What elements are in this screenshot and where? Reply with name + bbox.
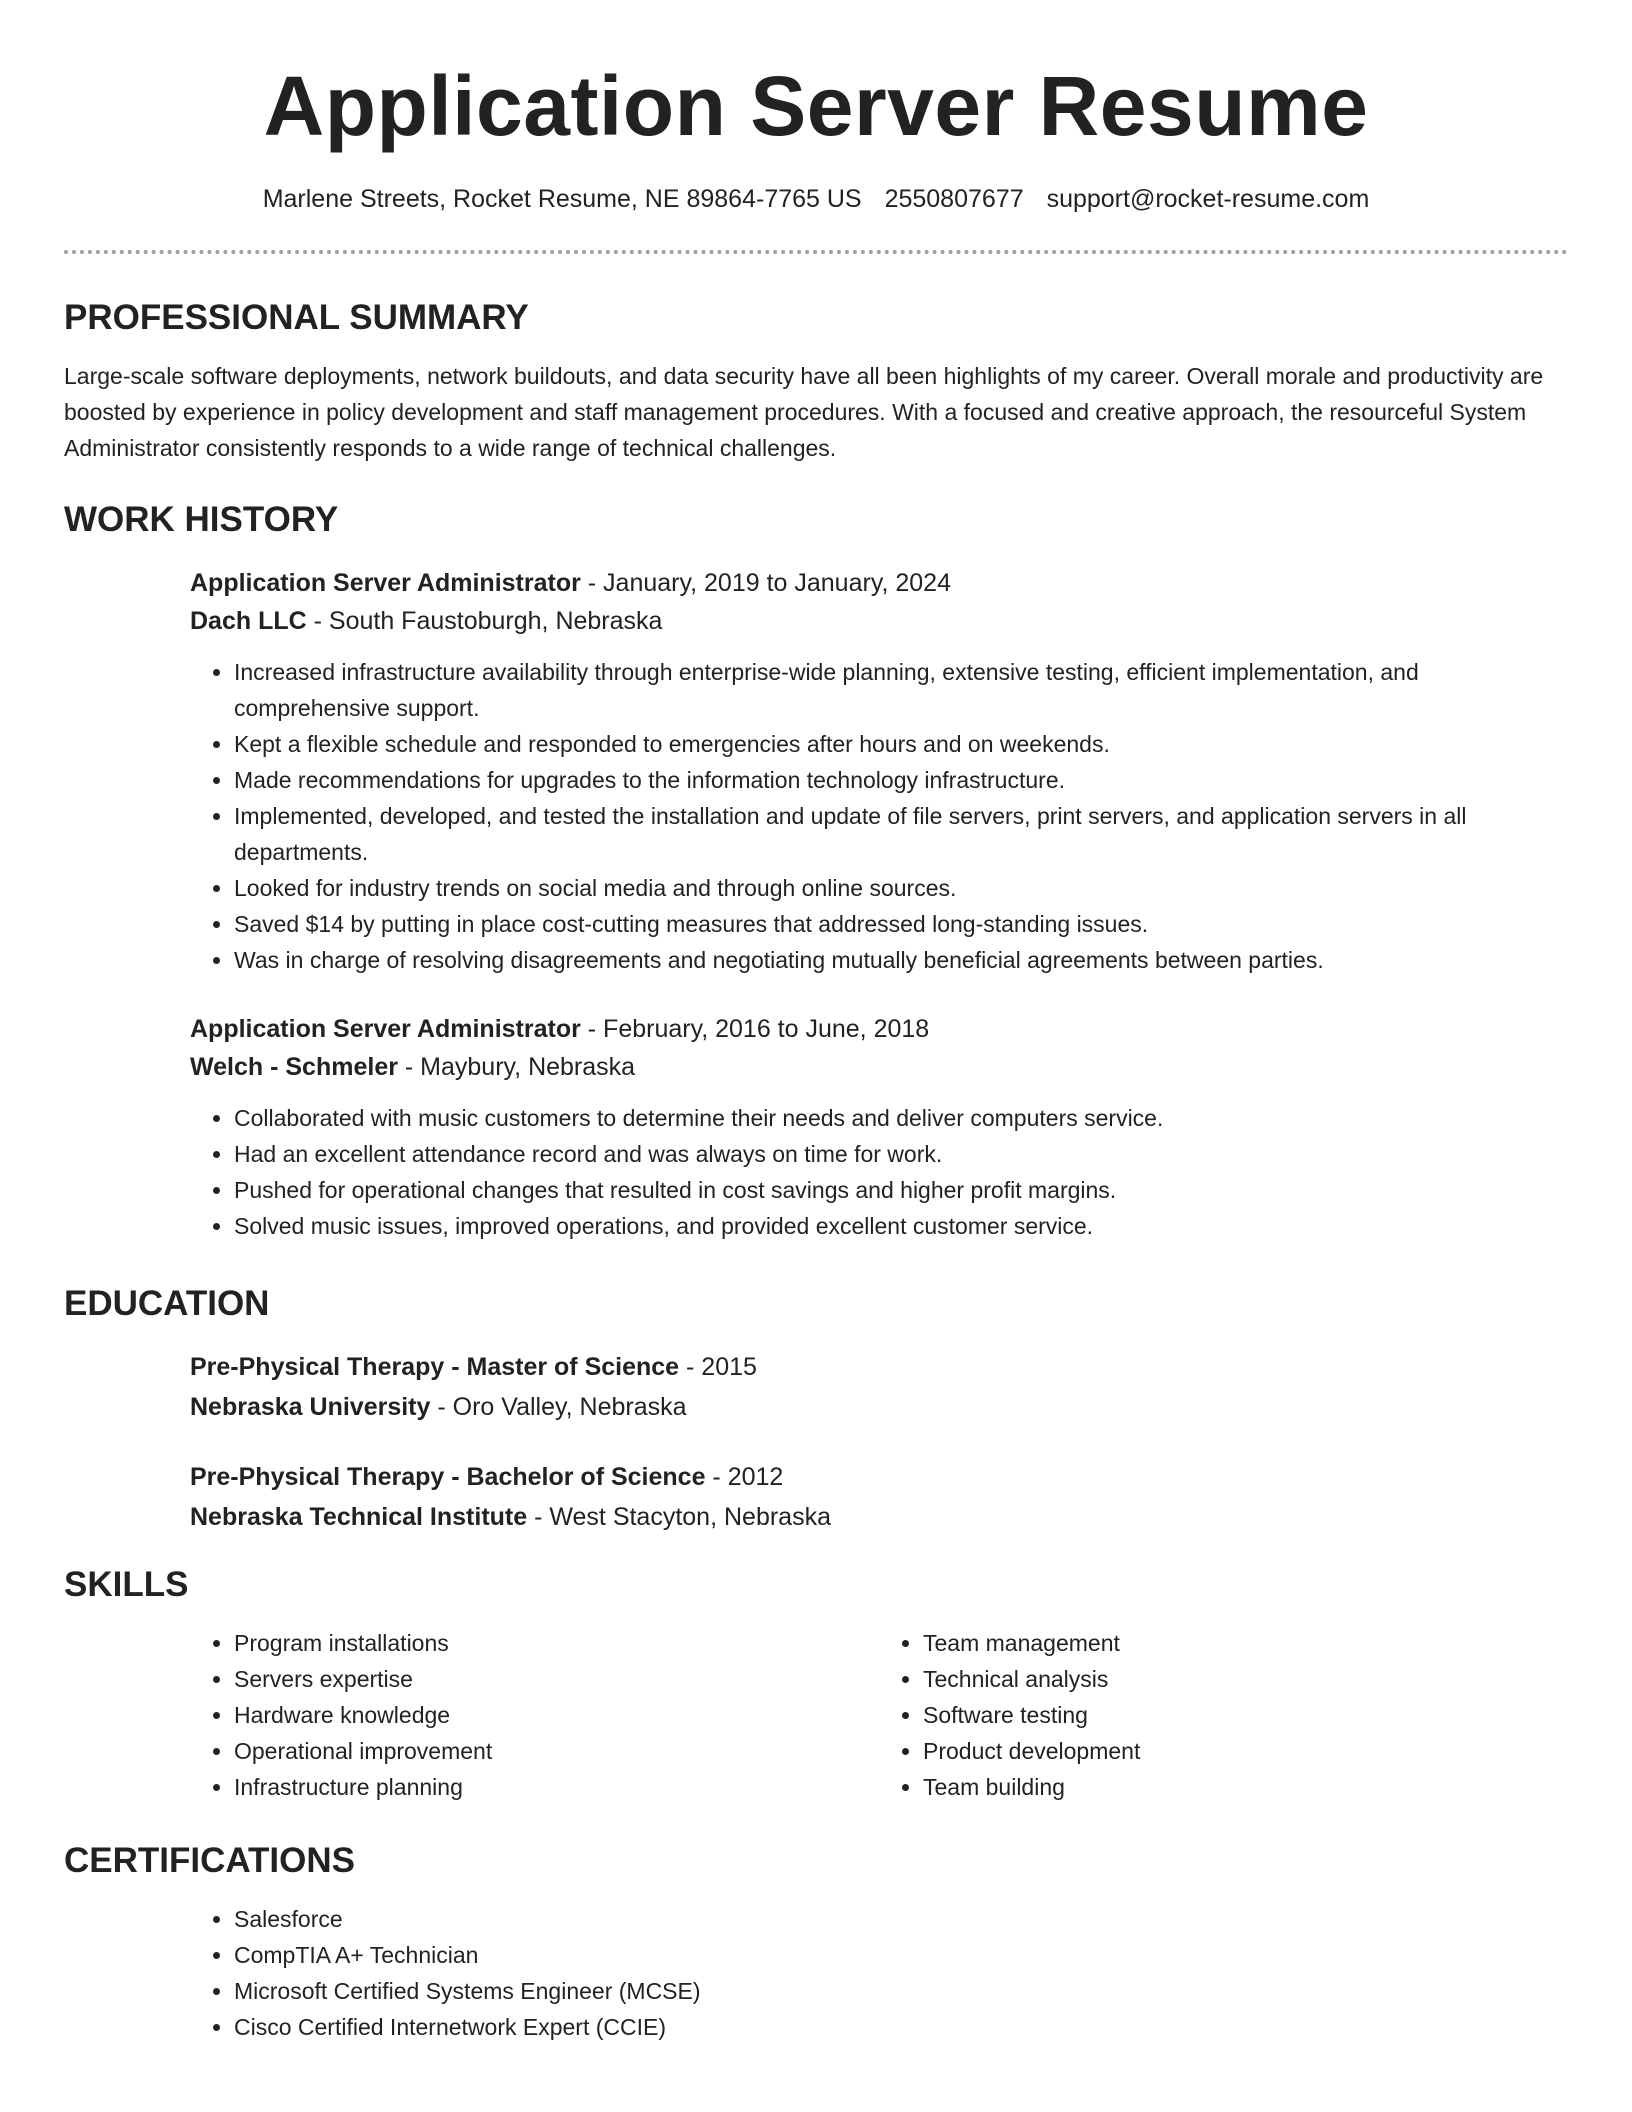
job-title: Application Server Administrator xyxy=(190,569,581,597)
school: Nebraska Technical Institute xyxy=(190,1503,528,1531)
degree-year: - 2015 xyxy=(679,1353,757,1381)
job-title: Application Server Administrator xyxy=(190,1015,581,1043)
list-item: • Kept a flexible schedule and responded to emergencies after hours and on weekends. xyxy=(234,726,1568,762)
school-line xyxy=(190,1498,1568,1536)
skill-item: • Product development xyxy=(923,1733,1568,1769)
list-item: • Had an excellent attendance record and was always on time for work. xyxy=(234,1136,1568,1172)
section-heading-skills: SKILLS xyxy=(64,1565,189,1604)
skill-item: • Operational improvement xyxy=(234,1733,879,1769)
skill-item: • Team building xyxy=(923,1769,1568,1805)
resume-page xyxy=(64,0,1568,2040)
skills-grid xyxy=(190,1625,1568,1805)
job-entry xyxy=(190,564,1568,978)
list-item: • Saved $14 by putting in place cost-cutting measures that addressed long-standing issues. xyxy=(234,906,1568,942)
list-item: • Made recommendations for upgrades to the information technology infrastructure. xyxy=(234,762,1568,798)
list-item: • Increased infrastructure availability through enterprise-wide planning, extensive testing, efficient implementation, and comprehensive support. xyxy=(234,654,1568,726)
school: Nebraska University xyxy=(190,1393,431,1421)
skill-item: • Team management xyxy=(923,1625,1568,1661)
contact-line xyxy=(64,182,1568,216)
education-entry xyxy=(190,1458,1568,1536)
job-bullets xyxy=(190,654,1568,978)
section-heading-certifications: CERTIFICATIONS xyxy=(64,1841,356,1880)
school-location: - Oro Valley, Nebraska xyxy=(430,1393,687,1421)
skill-item: • Software testing xyxy=(923,1697,1568,1733)
job-title-line xyxy=(190,1010,1568,1048)
certifications-list xyxy=(190,1901,1568,2045)
job-title-line xyxy=(190,564,1568,602)
list-item: • Was in charge of resolving disagreements and negotiating mutually beneficial agreements between parties. xyxy=(234,942,1568,978)
degree: Pre-Physical Therapy - Master of Science xyxy=(190,1353,680,1381)
section-heading-education: EDUCATION xyxy=(64,1284,270,1323)
skill-item: • Program installations xyxy=(234,1625,879,1661)
list-item: • Solved music issues, improved operations, and provided excellent customer service. xyxy=(234,1208,1568,1244)
certification-item: • CompTIA A+ Technician xyxy=(234,1937,1568,1973)
certifications-section xyxy=(64,1839,1568,2045)
section-heading-work: WORK HISTORY xyxy=(64,500,339,539)
list-item: • Looked for industry trends on social media and through online sources. xyxy=(234,870,1568,906)
degree-line xyxy=(190,1348,1568,1386)
job-location: - Maybury, Nebraska xyxy=(397,1053,636,1081)
resume-title: Application Server Resume xyxy=(263,59,1369,153)
certification-item: • Microsoft Certified Systems Engineer (MCSE) xyxy=(234,1973,1568,2009)
job-dates: - February, 2016 to June, 2018 xyxy=(580,1015,930,1043)
contact-address: Marlene Streets, Rocket Resume, NE 89864-7765 US xyxy=(262,185,862,213)
education-entry xyxy=(190,1348,1568,1426)
degree-line xyxy=(190,1458,1568,1496)
skills-list-left xyxy=(190,1625,879,1805)
header-divider xyxy=(64,250,1568,254)
school-location: - West Stacyton, Nebraska xyxy=(527,1503,831,1531)
contact-phone: 2550807677 xyxy=(884,185,1024,213)
degree: Pre-Physical Therapy - Bachelor of Science xyxy=(190,1463,706,1491)
certification-item: • Cisco Certified Internetwork Expert (CCIE) xyxy=(234,2009,1568,2045)
contact-email: support@rocket-resume.com xyxy=(1046,185,1370,213)
skill-item: • Infrastructure planning xyxy=(234,1769,879,1805)
skill-item: • Technical analysis xyxy=(923,1661,1568,1697)
job-company-line xyxy=(190,602,1568,640)
job-company-line xyxy=(190,1048,1568,1086)
list-item: • Pushed for operational changes that resulted in cost savings and higher profit margins. xyxy=(234,1172,1568,1208)
skills-list-right xyxy=(879,1625,1568,1805)
school-line xyxy=(190,1388,1568,1426)
summary-section xyxy=(64,296,1568,466)
section-heading-summary: PROFESSIONAL SUMMARY xyxy=(64,298,529,337)
job-entry xyxy=(190,1010,1568,1244)
degree-year: - 2012 xyxy=(705,1463,784,1491)
job-dates: - January, 2019 to January, 2024 xyxy=(580,569,951,597)
job-company: Dach LLC xyxy=(190,607,307,635)
education-section xyxy=(64,1282,1568,1536)
certification-item: • Salesforce xyxy=(234,1901,1568,1937)
job-company: Welch - Schmeler xyxy=(190,1053,398,1081)
list-item: • Collaborated with music customers to determine their needs and deliver computers service. xyxy=(234,1100,1568,1136)
skill-item: • Servers expertise xyxy=(234,1661,879,1697)
list-item: • Implemented, developed, and tested the installation and update of file servers, print servers, and application servers in all departments. xyxy=(234,798,1568,870)
skills-section xyxy=(64,1563,1568,1805)
summary-text: Large-scale software deployments, network buildouts, and data security have all been highlights of my career. Overall morale and productivity are boosted by experience in policy development and staff management procedures. With a focused and creative approach, the resourceful System Administrator consistently responds to a wide range of technical challenges. xyxy=(64,363,1544,461)
job-bullets xyxy=(190,1100,1568,1244)
job-location: - South Faustoburgh, Nebraska xyxy=(306,607,663,635)
skill-item: • Hardware knowledge xyxy=(234,1697,879,1733)
work-history-section xyxy=(64,498,1568,1244)
